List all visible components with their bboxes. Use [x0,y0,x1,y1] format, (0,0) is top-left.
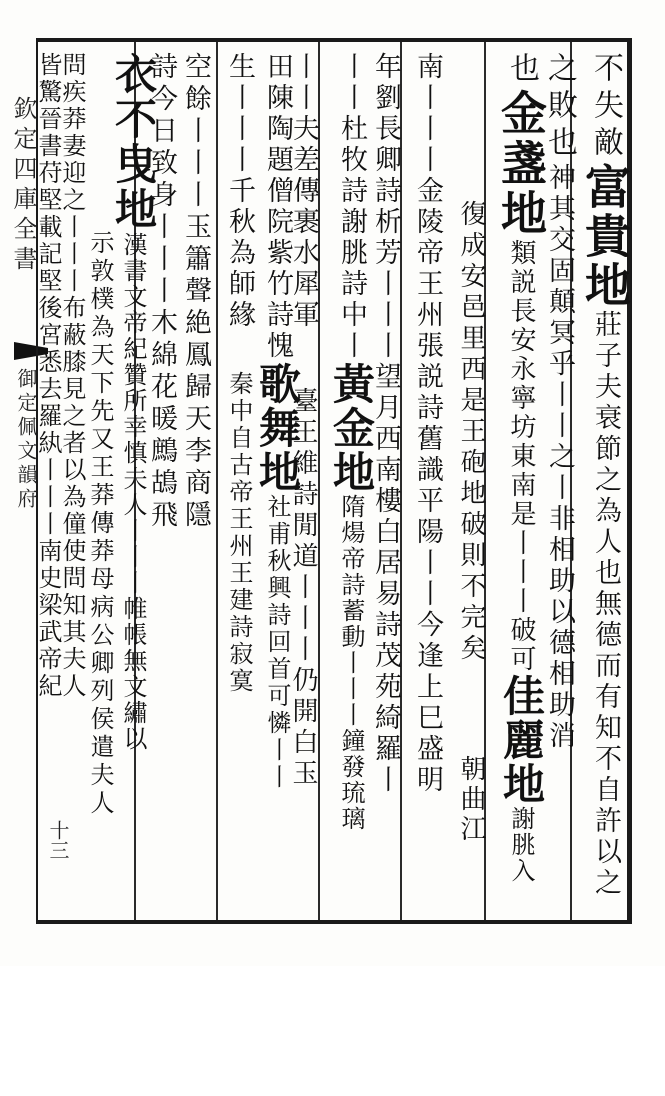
entry-heading: 歌舞地 [253,362,302,494]
column-segment: 社甫秋興詩回首可憐丨丨 [263,494,291,791]
entry-heading: 衣不曳地 [109,52,158,232]
entry-heading: 富貴地 [578,163,632,310]
column-segment: 皆驚晉書苻堅載記堅後宮悉去羅紈丨丨丨南史梁武帝紀 [34,52,62,700]
column-segment: 謝朓入 [507,806,535,884]
column-segment: 不失敵 [588,52,623,163]
text-column-7 [327,52,376,918]
column-segment: 朝曲江 [456,755,486,845]
text-column-6 [372,52,399,918]
page-margin [0,38,36,924]
column-segment: 生丨丨丨千秋為師緣 [224,52,255,331]
column-segment: 空餘丨丨丨玉簫聲絶鳳歸天李商隱 [180,52,211,532]
text-column-15 [60,52,84,918]
text-column-11 [182,52,209,918]
column-segment: 漢書文帝紀贊所幸慎夫人丨丨丨帷帳無文繡以 [119,232,147,752]
section-title: 御定佩文韻府 [14,368,38,512]
text-column-14 [88,230,112,1096]
column-segment: 詩今日致身丨丨丨木綿花暖鷓鴣飛 [146,52,177,532]
text-column-16 [36,52,60,918]
column-segment: 丨丨杜牧詩謝朓詩中丨 [336,52,367,362]
text-column-5 [414,52,441,918]
page-number: 十三 [46,820,70,860]
column-segment: 田陳陶題僧院紫竹詩愧 [262,52,293,362]
text-column-13 [109,52,158,918]
column-segment: 類説長安永寧坊東南是丨丨丨破可 [506,239,536,674]
text-column-1 [578,52,632,918]
column-segment: 問疾莽妻迎之丨丨丨布蔽膝見之者以為僮使問知其夫人 [58,52,86,700]
text-column-10 [226,52,253,918]
column-segment: 丨丨夫差傳裹水犀軍 [288,52,319,331]
entry-heading: 佳麗地 [497,674,546,806]
entry-heading: 金盞地 [494,89,548,239]
column-segment: 年劉長卿詩析芳丨丨丨望月西南樓白居易詩茂苑綺羅丨 [370,52,401,796]
column-segment: 莊子夫衰節之為人也無德而有知不自許以之 [590,310,621,899]
column-rule [216,42,218,920]
column-segment: 之敗也 [542,52,577,163]
entry-heading: 黃金地 [327,362,376,494]
column-segment: 隋煬帝詩蓄動丨丨丨鐘發琉璃 [337,494,365,832]
column-segment: 復成安邑里西是王砲地破則不完矣 [456,200,486,665]
column-segment: 也 [504,52,539,89]
column-segment: 神其交固顛冥乎丨丨之丨非相助以德相助消 [544,163,575,752]
book-title: 欽定四庫全書 [9,96,37,276]
column-segment: 秦中自古帝王州王建詩寂寞 [225,371,253,695]
text-column-9 [253,52,302,918]
column-segment: 示敦樸為天下先又王莽傳莽母病公卿列侯遣夫人 [86,230,114,818]
column-segment: 南丨丨丨金陵帝王州張説詩舊識平陽丨丨今逢上巳盛明 [412,52,443,796]
text-column-3 [494,52,548,918]
column-segment: 臺王維詩閒道丨丨丨仍開白玉 [288,387,318,790]
text-column-2 [542,52,577,918]
text-column-4 [458,200,484,1066]
